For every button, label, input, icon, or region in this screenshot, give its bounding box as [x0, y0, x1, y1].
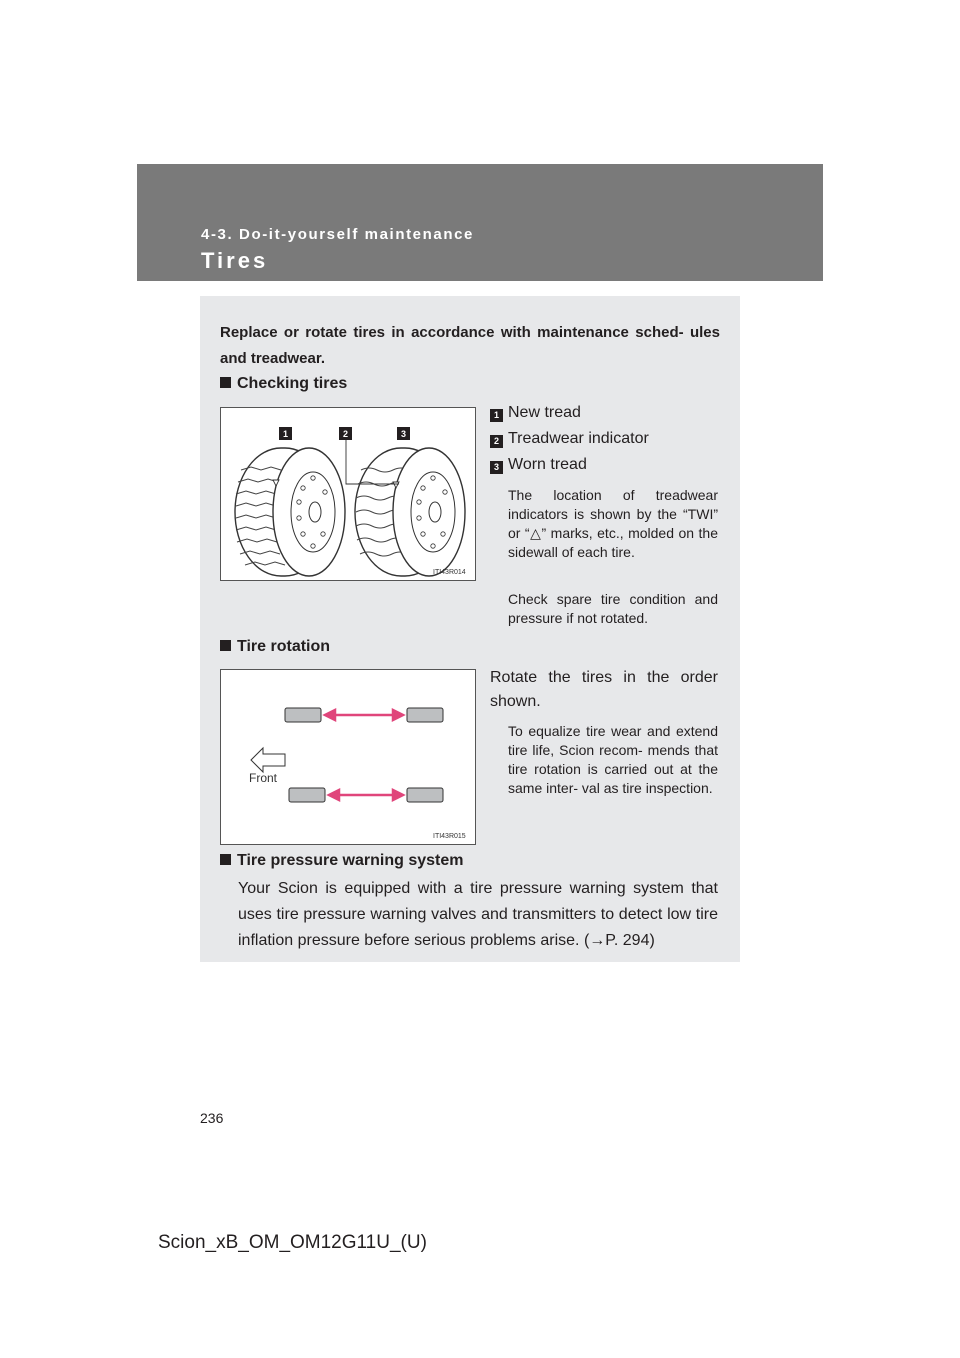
- square-bullet-icon: [220, 377, 231, 388]
- content-box: [200, 296, 740, 962]
- legend-item-3: 3 Worn tread: [490, 455, 587, 475]
- svg-text:3: 3: [400, 429, 407, 439]
- front-left-tire: [285, 708, 321, 722]
- front-right-tire: [289, 788, 325, 802]
- square-bullet-icon: [220, 640, 231, 651]
- number-badge-icon: 1: [490, 409, 503, 422]
- spare-tire-note: Check spare tire condition and pressure if not rotated.: [508, 591, 718, 626]
- rotation-note: To equalize tire wear and extend tire life, Scion recom- mends that tire rotation is carried out at the same inter- val as tire inspection.: [508, 723, 718, 796]
- checking-tires-heading: Checking tires: [220, 375, 347, 393]
- document-id: Scion_xB_OM_OM12G11U_(U): [158, 1232, 427, 1253]
- tire-rotation-diagram: [221, 670, 475, 844]
- square-bullet-icon: [220, 854, 231, 865]
- figure-code: ITI43R014: [433, 569, 466, 576]
- tpws-heading: Tire pressure warning system: [220, 852, 463, 870]
- tire-rotation-heading: Tire rotation: [220, 638, 330, 656]
- worn-tread-tire: [355, 448, 465, 576]
- treadwear-note: The location of treadwear indicators is shown by the “TWI” or “△” marks, etc., molded on the sidewall of each tire.: [508, 487, 718, 560]
- section-label: 4-3. Do-it-yourself maintenance: [201, 226, 474, 243]
- tire-tread-illustration: [221, 408, 475, 580]
- number-badge-icon: 3: [490, 461, 503, 474]
- new-tread-tire: [235, 448, 345, 576]
- tire-tread-figure: [220, 407, 476, 581]
- tpws-body: Your Scion is equipped with a tire pressure warning system that uses tire pressure warning valves and transmitters to detect low tire inflation pressure before serious problems arise. (→P. 294): [238, 880, 718, 949]
- legend-item-1: 1 New tread: [490, 403, 581, 423]
- header-band: [137, 164, 823, 281]
- page-number: 236: [200, 1110, 224, 1126]
- svg-text:1: 1: [282, 429, 289, 439]
- rotation-instruction: Rotate the tires in the order shown.: [490, 669, 718, 710]
- front-label: Front: [249, 771, 278, 785]
- number-badge-icon: 2: [490, 435, 503, 448]
- page-title: Tires: [201, 248, 269, 273]
- svg-text:2: 2: [342, 429, 349, 439]
- rotation-arrow-icon: [325, 710, 403, 800]
- legend-item-2: 2 Treadwear indicator: [490, 429, 649, 449]
- front-direction-arrow-icon: [251, 748, 285, 772]
- rear-right-tire: [407, 788, 443, 802]
- figure-code: ITI43R015: [433, 833, 466, 840]
- rear-left-tire: [407, 708, 443, 722]
- tire-rotation-figure: [220, 669, 476, 845]
- intro-text: Replace or rotate tires in accordance with maintenance sched- ules and treadwear.: [220, 324, 720, 367]
